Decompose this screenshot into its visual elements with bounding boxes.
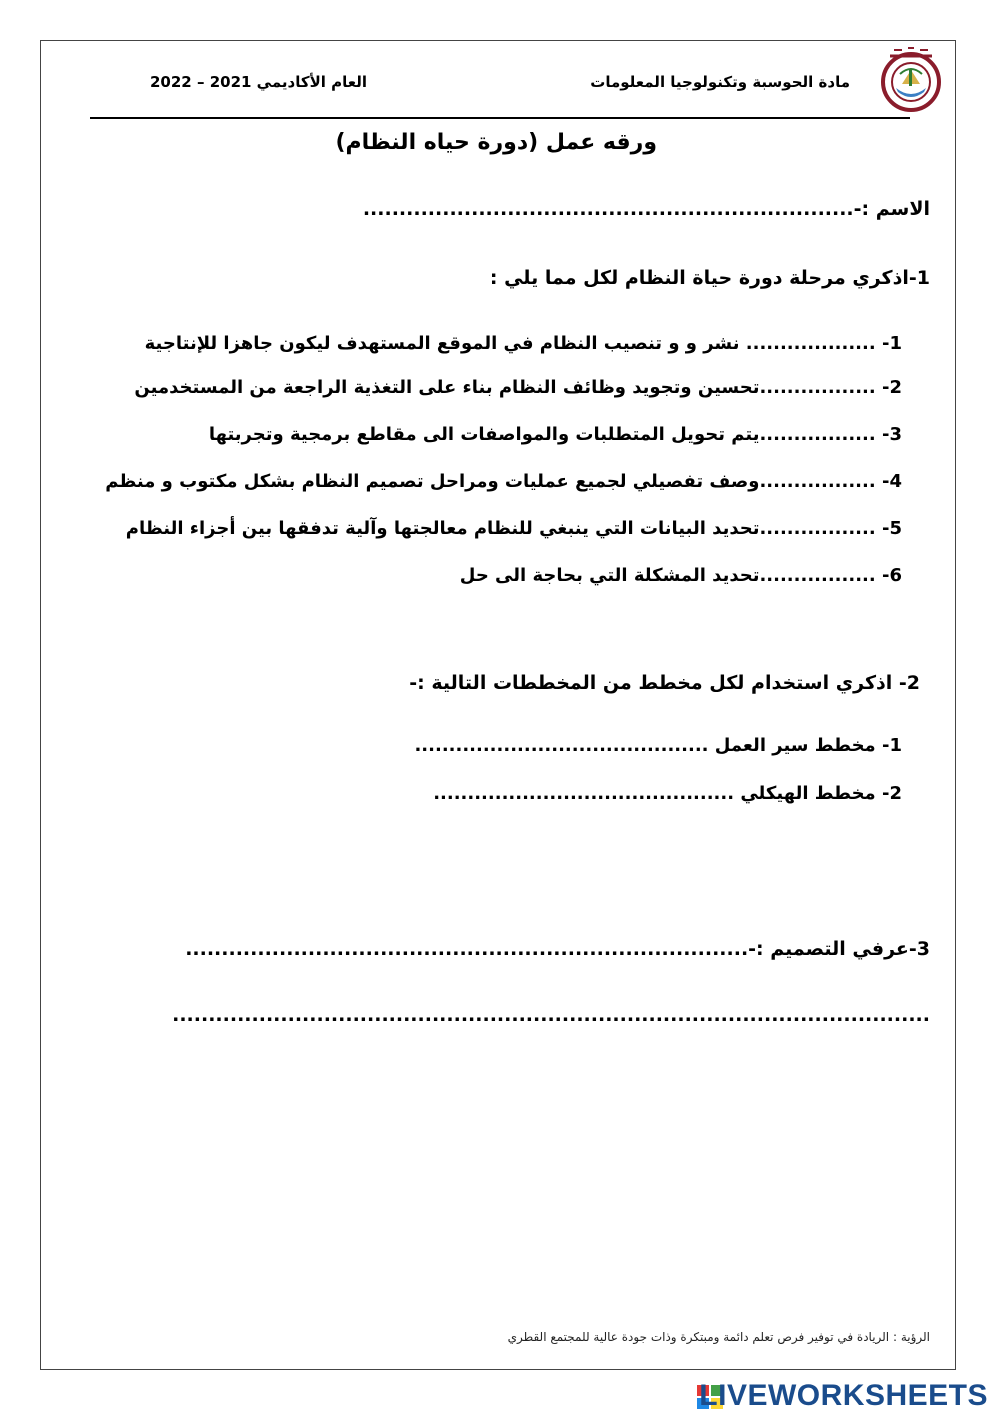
ministry-logo xyxy=(880,44,942,118)
name-field[interactable]: الاسم :-.................................................................... xyxy=(362,198,930,220)
q1-item-5 xyxy=(126,518,902,539)
q1-item-6 xyxy=(460,565,902,586)
q1-item-6-num: 6- xyxy=(881,565,902,586)
subject-label: مادة الحوسبة وتكنولوجيا المعلومات xyxy=(590,73,850,91)
vision-footer: الرؤية : الريادة في توفير فرص تعلم دائمة ومبتكرة وذات جودة عالية للمجتمع القطري xyxy=(507,1330,930,1344)
q1-item-5-text[interactable]: .................تحديد البيانات التي ينبغي للنظام معالجتها وآلية تدفقها بين أجزاء النظام xyxy=(125,518,876,539)
q1-item-1-text[interactable]: ................... نشر و و تنصيب النظام في الموقع المستهدف ليكون جاهزا للإنتاجية xyxy=(144,333,876,354)
question3-heading[interactable]: 3-عرفي التصميم :-.............................................................................. xyxy=(185,938,930,960)
q1-item-3-num: 3- xyxy=(881,424,902,445)
academic-year: العام الأكاديمي 2021 – 2022 xyxy=(150,73,367,91)
q2-item-1 xyxy=(414,735,902,756)
q1-item-2-num: 2- xyxy=(881,377,902,398)
q2-item-2 xyxy=(433,783,902,804)
question2-heading: 2- اذكري استخدام لكل مخطط من المخططات التالية :- xyxy=(409,672,920,694)
q1-item-2-text[interactable]: .................تحسين وتجويد وظائف النظام بناء على التغذية الراجعة من المستخدمين xyxy=(134,377,876,398)
question3-answer-line[interactable]: ......................................................................................................... xyxy=(172,1004,930,1026)
q2-item-2-num: 2- xyxy=(881,783,902,804)
q1-item-4-num: 4- xyxy=(881,471,902,492)
q1-item-5-num: 5- xyxy=(881,518,902,539)
q1-item-4 xyxy=(105,471,902,492)
q2-item-2-text[interactable]: مخطط الهيكلي ............................................ xyxy=(433,783,876,804)
q1-item-3-text[interactable]: .................يتم تحويل المتطلبات والمواصفات الى مقاطع برمجية وتجربتها xyxy=(208,424,876,445)
q1-item-1 xyxy=(145,333,902,354)
page-border xyxy=(40,40,956,1370)
q2-item-1-text[interactable]: مخطط سير العمل ........................................... xyxy=(414,735,876,756)
q2-item-1-num: 1- xyxy=(881,735,902,756)
liveworksheets-wordmark: LIVEWORKSHEETS xyxy=(699,1379,988,1412)
q1-item-4-text[interactable]: .................وصف تفصيلي لجميع عمليات ومراحل تصميم النظام بشكل مكتوب و منظم xyxy=(105,471,876,492)
q1-item-6-text[interactable]: .................تحديد المشكلة التي بحاجة الى حل xyxy=(459,565,876,586)
question1-heading: 1-اذكري مرحلة دورة حياة النظام لكل مما يلي : xyxy=(489,267,930,289)
q1-item-3 xyxy=(209,424,902,445)
q1-item-2 xyxy=(134,377,902,398)
header-rule xyxy=(90,117,910,119)
q1-item-1-num: 1- xyxy=(881,333,902,354)
page-title: ورقه عمل (دورة حياه النظام) xyxy=(335,130,657,155)
